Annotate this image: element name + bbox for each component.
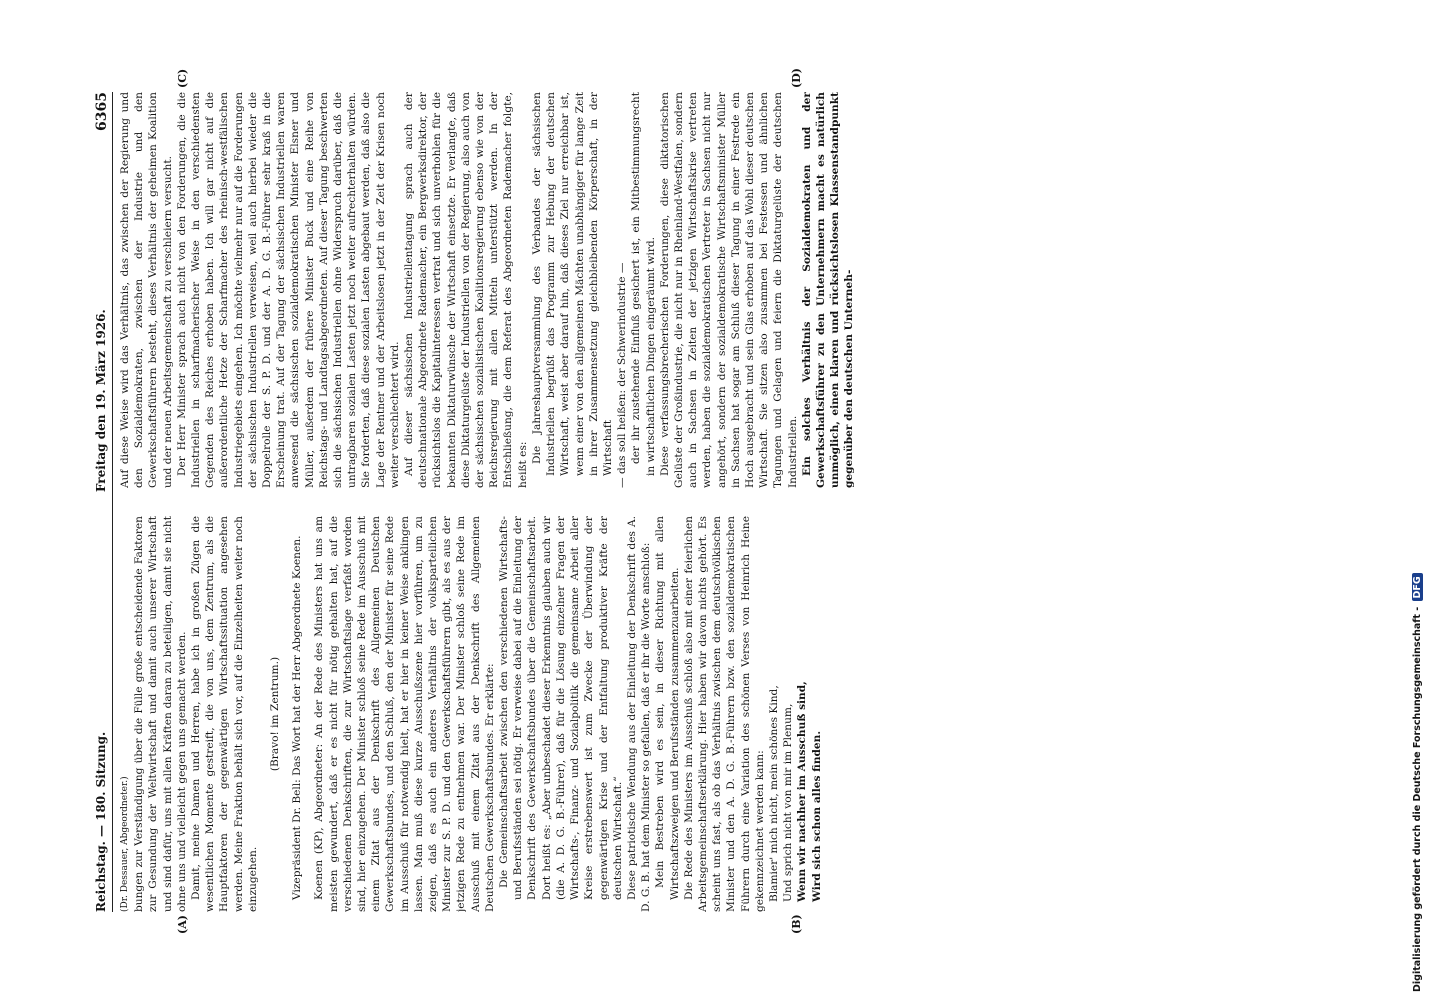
paragraph: Diese patriotische Wendung aus der Einleitung der Denkschrift des A. D. G. B. hat dem Minister so gefallen, daß er ihr die Worte anschloß: [625, 516, 653, 912]
margin-marker-b: (B) [790, 914, 803, 934]
left-column [118, 516, 1308, 912]
paragraph: Die Rede des Ministers im Ausschuß schloß also mit einer feierlichen Arbeitsgemeinschaftserklärung. Hier haben wir davon nichts gehört. Es scheint uns fast, als ob das Verhältnis zwischen dem deutschvölkischen Minister und den A. D. G. B.-Führern bzw. den sozialdemokratischen Führern durch eine Variation des schönen Verses von Heinrich Heine gekennzeichnet werden kann: [682, 516, 766, 912]
dfg-logo: DFG [1412, 573, 1423, 601]
paragraph: Auf diese Weise wird das Verhältnis, das zwischen der Regierung und den Sozialdemokraten, zwischen der Industrie und den Gewerkschaftsführern besteht, dieses Verhältnis der geheimen Koalition und der neuen Arbeitsgemeinschaft zu verschleiern versucht. [119, 92, 174, 488]
verse-line: Blamier' mich nicht, mein schönes Kind, [767, 685, 780, 902]
paragraph: Der Herr Minister sprach auch nicht von den Forderungen, die die Industriellen in scharfmacherischer Weise in den verschiedensten Gegenden des Reiches erhoben haben. Ich will gar nicht auf die außerordentliche Hetze der Scharfmacher des rheinisch-westfälischen Industriegebiets eingehen. Ich möchte vielmehr nur auf die Forderungen der sächsischen Industriellen verweisen, weil auch hierbei wieder die Doppelrolle der S. P. D. und der A. D. G. B.-Führer sehr kraß in die Erscheinung trat. Auf der Tagung der sächsischen Industriellen waren anwesend die sächsischen sozialdemokratischen Minister Elsner und Müller, außerdem der frühere Minister Buck und eine Reihe von Reichstags- und Landtagsabgeordneten. Auf dieser Tagung beschwerten sich die sächsischen Industriellen ohne Widerspruch darüber, daß die untragbaren sozialen Lasten jetzt noch weiter aufrechterhalten würden. Sie forderten, daß diese sozialen Lasten abgebaut werden, daß also die Lage der Rentner und der Arbeitslosen jetzt in der Zeit der Krisen noch weiter verschlechtert wird. [175, 92, 401, 488]
quotation: der ihr zustehende Einfluß gesichert ist, ein Mitbestimmungsrecht in wirtschaftlichen Dingen eingeräumt wird. [630, 92, 657, 476]
verse-line: Wenn wir nachher im Ausschuß sind, [796, 681, 809, 902]
speech-koenen: Koenen (KP), Abgeordneter: An der Rede des Ministers hat uns am meisten gewundert, daß er es nicht für nötig gehalten hat, auf die verschiedenen Denkschriften, die zur Wirtschaftslage verfaßt worden sind, hier einzugehen. Der Minister schloß seine Rede im Ausschuß mit einem Zitat aus der Denkschrift des Allgemeinen Deutschen Gewerkschaftsbundes, und den Schluß, den der Minister für seine Rede im Ausschuß für notwendig hielt, hat er hier in keiner Weise anklingen lassen. Man muß diese kurze Ausschußszene hier vorführen, um zu zeigen, daß es auch ein anderes Verhältnis der volksparteilichen Minister zur S. P. D. und den Gewerkschaftsführern gibt, als es aus der jetzigen Rede zu entnehmen war. Der Minister schloß seine Rede im Ausschuß mit einem Zitat aus der Denkschrift des Allgemeinen Deutschen Gewerkschaftsbundes. Er erklärte: [313, 516, 496, 912]
paragraph: Auf dieser sächsischen Industriellentagung sprach auch der deutschnationale Abgeordnete Rademacher, ein Bergwerksdirektor, der rücksichtslos die Kapitalinteressen vertrat und sich unverhohlen für die bekannten Diktaturwünsche der Wirtschaft einsetzte. Er verlangte, daß diese Diktaturgelüste der Industriellen von der Regierung, also auch von der sächsischen sozialistischen Koalitionsregierung ebenso wie von der Reichsregierung mit allen Mitteln unterstützt werden. In der Entschließung, die dem Referat des Abgeordneten Rademacher folgte, heißt es: [403, 92, 529, 488]
credit-text: Digitalisierung gefördert durch die Deutsche Forschungsgemeinschaft - [1412, 606, 1423, 992]
rotated-page-scan [90, 68, 1310, 934]
paragraph: bungen zur Verständigung über die Fülle große entscheidende Faktoren zur Gesundung der Weltwirtschaft und damit auch unserer Wirtschaft und sind dafür, uns mit allen Kräften daran zu beteiligen, damit sie nicht ohne uns und vielleicht gegen uns gemacht werden. [133, 516, 188, 912]
interjection: (Bravo! im Zentrum.) [269, 656, 282, 772]
speaker-continuation: (Dr. Dessauer, Abgeordneter.) [120, 776, 130, 912]
verse-line: Wird sich schon alles finden. [810, 730, 823, 902]
quotation: Mein Bestreben wird es sein, in dieser Richtung mit allen Wirtschaftszweigen und Berufsständen zusammenzuarbeiten. [654, 516, 681, 900]
margin-marker-c: (C) [176, 68, 189, 88]
quotation: Die Gemeinschaftsarbeit zwischen den verschiedenen Wirtschafts- und Berufsständen sei nötig. Er verweise dabei auf die Einleitung der Denkschrift des Gewerkschaftsbundes über die Gemeinschaftsarbeit. Dort heißt es: „Aber unbeschadet dieser Erkenntnis glauben auch wir (die A. D. G. B.-Führer), daß für die Lösung einzelner Fragen der Wirtschafts-, Finanz- und Sozialpolitik die gemeinsame Arbeit aller Kreise erstrebenswert ist zum Zwecke der Überwindung der gegenwärtigen Krise und der Entfaltung produktiver Kräfte der deutschen Wirtschaft.“ [498, 516, 624, 900]
digitization-credit [1412, 8, 1432, 992]
paragraph: Diese verfassungsbrecherischen Forderungen, diese diktatorischen Gelüste der Großindustrie, die nicht nur in Rheinland-Westfalen, sondern auch in Sachsen in Zeiten der jetzigen Wirtschaftskrise vertreten werden, haben die sozialdemokratischen Vertreter in Sachsen nicht nur angehört, sondern der sozialdemokratische Wirtschaftsminister Müller in Sachsen hat sogar am Schluß dieser Tagung in einer Festrede ein Hoch ausgebracht und sein Glas erhoben auf das Wohl dieser deutschen Wirtschaft. Sie sitzen also zusammen bei Festessen und ähnlichen Tagungen und Gelagen und feiern die Diktaturgelüste der deutschen Industriellen. [658, 92, 799, 488]
header-session: Reichstag. — 180. Sitzung. [94, 731, 108, 912]
quotation: Die Jahreshauptversammlung des Verbandes der sächsischen Industriellen begrüßt das Programm zur Hebung der deutschen Wirtschaft, weist aber darauf hin, daß dieses Ziel nur erreichbar ist, wenn einer von den allgemeinen Mächten unabhängiger für lange Zeit in ihrer Zusammensetzung gleichbleibenden Körperschaft, in der Wirtschaft [530, 92, 614, 476]
margin-marker-d: (D) [790, 68, 803, 88]
paragraph: Ein solches Verhältnis der Sozialdemokraten und der Gewerkschaftsführer zu den Unternehmern macht es natürlich unmöglich, einen klaren und rücksichtslosen Klassenstandpunkt gegenüber den deutschen Unterneh- [800, 92, 856, 488]
paragraph: Damit, meine Damen und Herren, habe ich in großen Zügen die wesentlichen Momente gestreift, die von uns, dem Zentrum, als die Hauptfaktoren der gegenwärtigen Wirtschaftssituation angesehen werden. Meine Fraktion behält sich vor, auf die Einzelheiten weiter noch einzugehen. [190, 516, 259, 912]
chair-statement: Vizepräsident Dr. Bell: Das Wort hat der Herr Abgeordnete Koenen. [291, 535, 304, 900]
interjection: — das soll heißen: der Schwerindustrie — [616, 262, 629, 488]
verse-line: Und sprich nicht von mir im Plenum, [782, 703, 795, 902]
page-number: 6365 [94, 92, 110, 131]
header-rule [112, 92, 113, 912]
running-head [94, 92, 114, 912]
margin-marker-a: (A) [176, 915, 189, 934]
right-column [118, 92, 1308, 488]
header-date: Freitag den 19. März 1926. [94, 309, 108, 492]
